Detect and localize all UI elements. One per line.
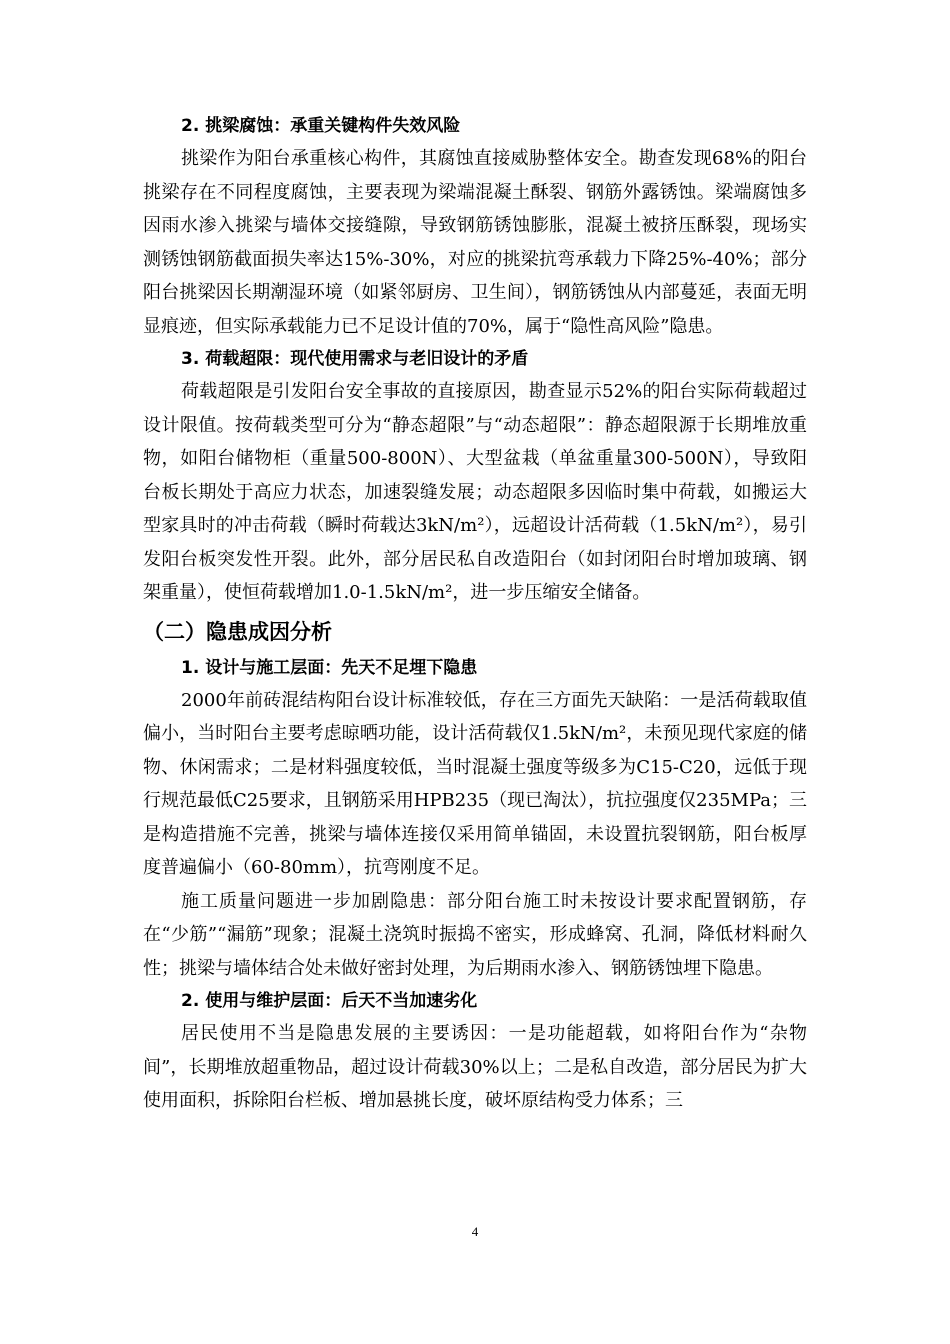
paragraph-improper-use: 居民使用不当是隐患发展的主要诱因：一是功能超载，如将阳台作为“杂物间”，长期堆放超重物品，超过设计荷载30%以上；二是私自改造，部分居民为扩大使用面积，拆除阳台栏板、增加悬挑长度，破坏原结构受力体系；三 <box>143 1023 807 1111</box>
paragraph-load-overlimit: 荷载超限是引发阳台安全事故的直接原因，勘查显示52%的阳台实际荷载超过设计限值。按荷载类型可分为“静态超限”与“动态超限”：静态超限源于长期堆放重物，如阳台储物柜（重量500-800N）、大型盆栽（单盆重量300-500N），导致阳台板长期处于高应力状态，加速裂缝发展；动态超限多因临时集中荷载，如搬运大型家具时的冲击荷载（瞬时荷载达3kN/m²），远超设计活荷载（1.5kN/m²），易引发阳台板突发性开裂。此外，部分居民私自改造阳台（如封闭阳台时增加玻璃、钢架重量），使恒荷载增加1.0-1.5kN/m²，进一步压缩安全储备。 <box>143 381 807 603</box>
page-number: 4 <box>471 1224 479 1239</box>
subheading-load-overlimit: 3. 荷载超限：现代使用需求与老旧设计的矛盾 <box>181 349 529 369</box>
paragraph-construction-quality: 施工质量问题进一步加剧隐患：部分阳台施工时未按设计要求配置钢筋，存在“少筋”“漏筋”现象；混凝土浇筑时振捣不密实，形成蜂窝、孔洞，降低材料耐久性；挑梁与墙体结合处未做好密封处理，为后期雨水渗入、钢筋锈蚀埋下隐患。 <box>143 890 807 979</box>
document-body <box>143 110 807 1118</box>
subheading-design-construction: 1. 设计与施工层面：先天不足埋下隐患 <box>181 657 478 678</box>
subheading-beam-corrosion: 2. 挑梁腐蚀：承重关键构件失效风险 <box>181 116 461 136</box>
subheading-use-maintenance: 2. 使用与维护层面：后天不当加速劣化 <box>181 991 478 1011</box>
paragraph-beam-corrosion: 挑梁作为阳台承重核心构件，其腐蚀直接威胁整体安全。勘查发现68%的阳台挑梁存在不同程度腐蚀，主要表现为梁端混凝土酥裂、钢筋外露锈蚀。梁端腐蚀多因雨水渗入挑梁与墙体交接缝隙，导致钢筋锈蚀膨胀，混凝土被挤压酥裂，现场实测锈蚀钢筋截面损失率达15%-30%，对应的挑梁抗弯承载力下降25%-40%；部分阳台挑梁因长期潮湿环境（如紧邻厨房、卫生间），钢筋锈蚀从内部蔓延，表面无明显痕迹，但实际承载能力已不足设计值的70%，属于“隐性高风险”隐患。 <box>143 148 807 337</box>
paragraph-design-standards: 2000年前砖混结构阳台设计标准较低，存在三方面先天缺陷：一是活荷载取值偏小，当时阳台主要考虑晾晒功能，设计活荷载仅1.5kN/m²，未预见现代家庭的储物、休闲需求；二是材料强度较低，当时混凝土强度等级多为C15-C20，远低于现行规范最低C25要求，且钢筋采用HPB235（现已淘汰），抗拉强度仅235MPa；三是构造措施不完善，挑梁与墙体连接仅采用简单锚固，未设置抗裂钢筋，阳台板厚度普遍偏小（60-80mm），抗弯刚度不足。 <box>143 689 807 878</box>
section-heading-cause-analysis: （二）隐患成因分析 <box>143 619 332 644</box>
